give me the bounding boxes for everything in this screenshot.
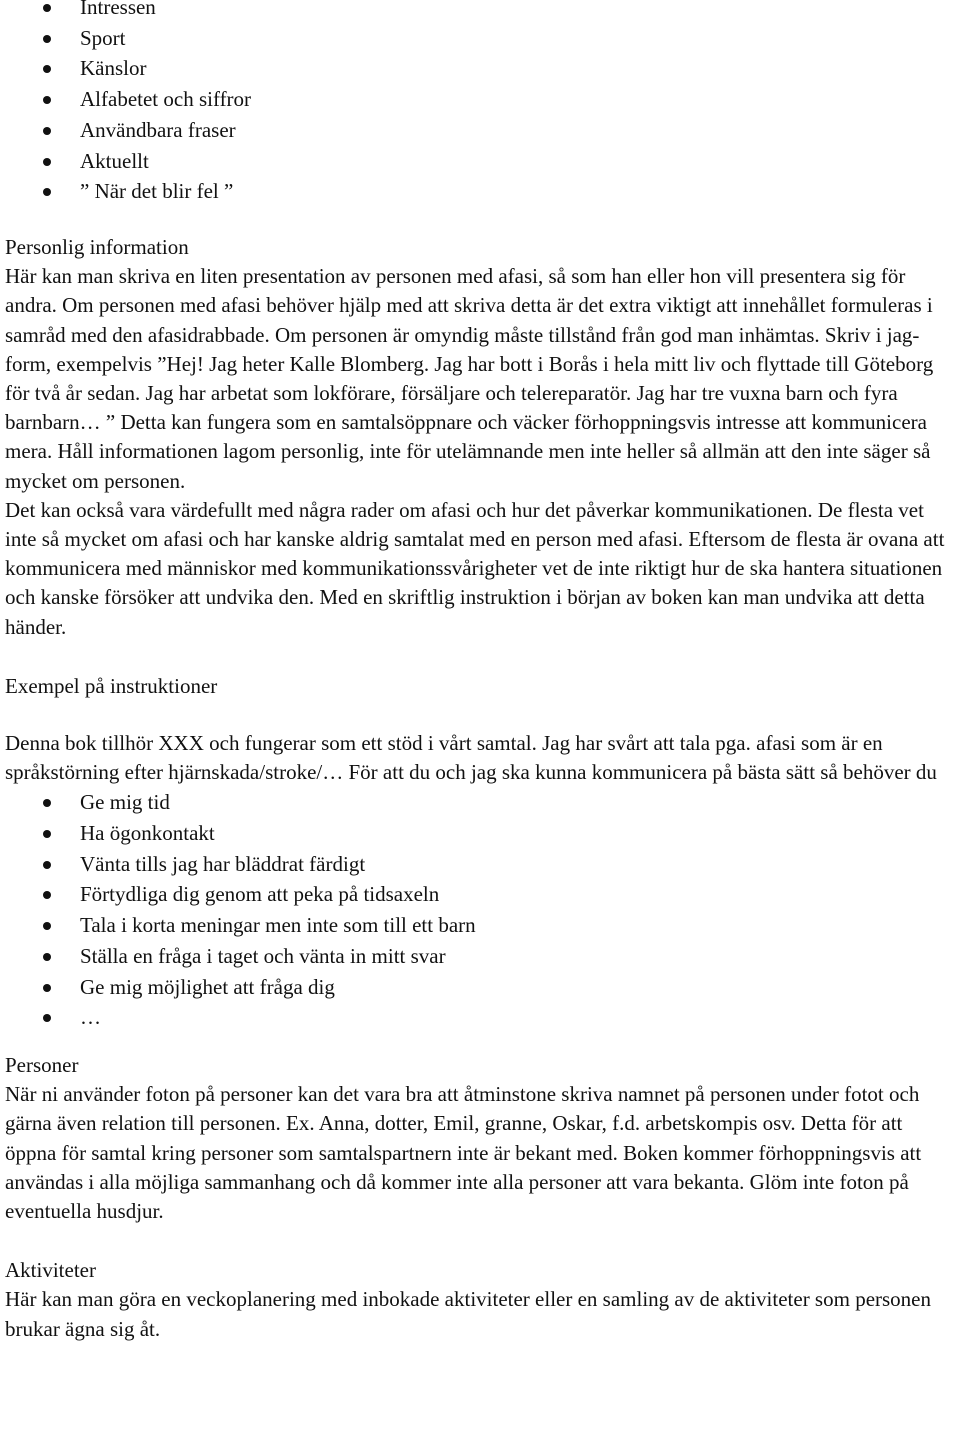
list-item: … [5, 1002, 955, 1033]
section-heading-activities: Aktiviteter [5, 1258, 96, 1283]
list-item: Vänta tills jag har bläddrat färdigt [5, 849, 955, 880]
persons-paragraph: När ni använder foton på personer kan det vara bra att åtminstone skriva namnet på personen under fotot och gärna även relation till personen. Ex. Anna, dotter, Emil, granne, Oskar, f.d. arbetskompis osv. Detta för att öppna för samtal kring personer som samtalspartnern inte är bekant med. Boken kommer förhoppningsvis att användas i alla möjliga sammanhang och då kommer inte alla personer att vara bekanta. Glöm inte foton på eventuella husdjur. [5, 1082, 922, 1224]
list-item: ” När det blir fel ” [5, 176, 955, 207]
list-item: Intressen [5, 0, 955, 23]
personal-paragraph-2: Det kan också vara värdefullt med några rader om afasi och hur det påverkar kommunikationen. De flesta vet inte så mycket om afasi och har kanske aldrig samtalat med en person med afasi. Eftersom de flesta är ovana att kommunicera med människor med kommunikationssvårigheter vet de inte riktigt hur de ska hantera situationen och kanske försöker att undvika den. Med en skriftlig instruktion i början av boken kan man undvika att detta händer. [5, 497, 945, 639]
list-item: Aktuellt [5, 146, 955, 177]
section-heading-persons: Personer [5, 1053, 79, 1077]
list-item: Ställa en fråga i taget och vänta in mitt svar [5, 941, 955, 972]
topic-list [5, 0, 955, 207]
section-heading-personal: Personlig information [5, 234, 189, 259]
section-heading-instructions: Exempel på instruktioner [5, 673, 218, 698]
list-item: Tala i korta meningar men inte som till ett barn [5, 910, 955, 941]
list-item: Ge mig möjlighet att fråga dig [5, 972, 955, 1003]
instructions-list [5, 787, 955, 1033]
list-item: Känslor [5, 53, 955, 84]
list-item: Alfabetet och siffror [5, 84, 955, 115]
list-item: Sport [5, 23, 955, 54]
document-page [5, 0, 955, 1344]
list-item: Förtydliga dig genom att peka på tidsaxeln [5, 879, 955, 910]
activities-paragraph: Här kan man göra en veckoplanering med inbokade aktiviteter eller en samling av de aktiviteter som personen brukar ägna sig åt. [5, 1287, 931, 1341]
list-item: Ha ögonkontakt [5, 818, 955, 849]
personal-paragraph-1: Här kan man skriva en liten presentation av personen med afasi, så som han eller hon vill presentera sig för andra. Om personen med afasi behöver hjälp med att skriva detta är det extra viktigt att innehållet formuleras i samråd med den afasidrabbade. Om personen är omyndig måste tillstånd från god man inhämtas. Skriv i jag-form, exempelvis ”Hej! Jag heter Kalle Blomberg. Jag har bott i Borås i hela mitt liv och flyttade till Göteborg för två år sedan. Jag har arbetat som lokförare, försäljare och telereparatör. Jag har tre vuxna barn och fyra barnbarn… ” Detta kan fungera som en samtalsöppnare och väcker förhoppningsvis intresse att kommunicera mera. Håll informationen lagom personlig, inte för utelämnande men inte heller så allmän att den inte säger så mycket om personen. [5, 264, 934, 493]
list-item: Ge mig tid [5, 787, 955, 818]
instructions-intro: Denna bok tillhör XXX och fungerar som ett stöd i vårt samtal. Jag har svårt att tala pga. afasi som är en språkstörning efter hjärnskada/stroke/… För att du och jag ska kunna kommunicera på bästa sätt så behöver du [5, 730, 937, 785]
list-item: Användbara fraser [5, 115, 955, 146]
